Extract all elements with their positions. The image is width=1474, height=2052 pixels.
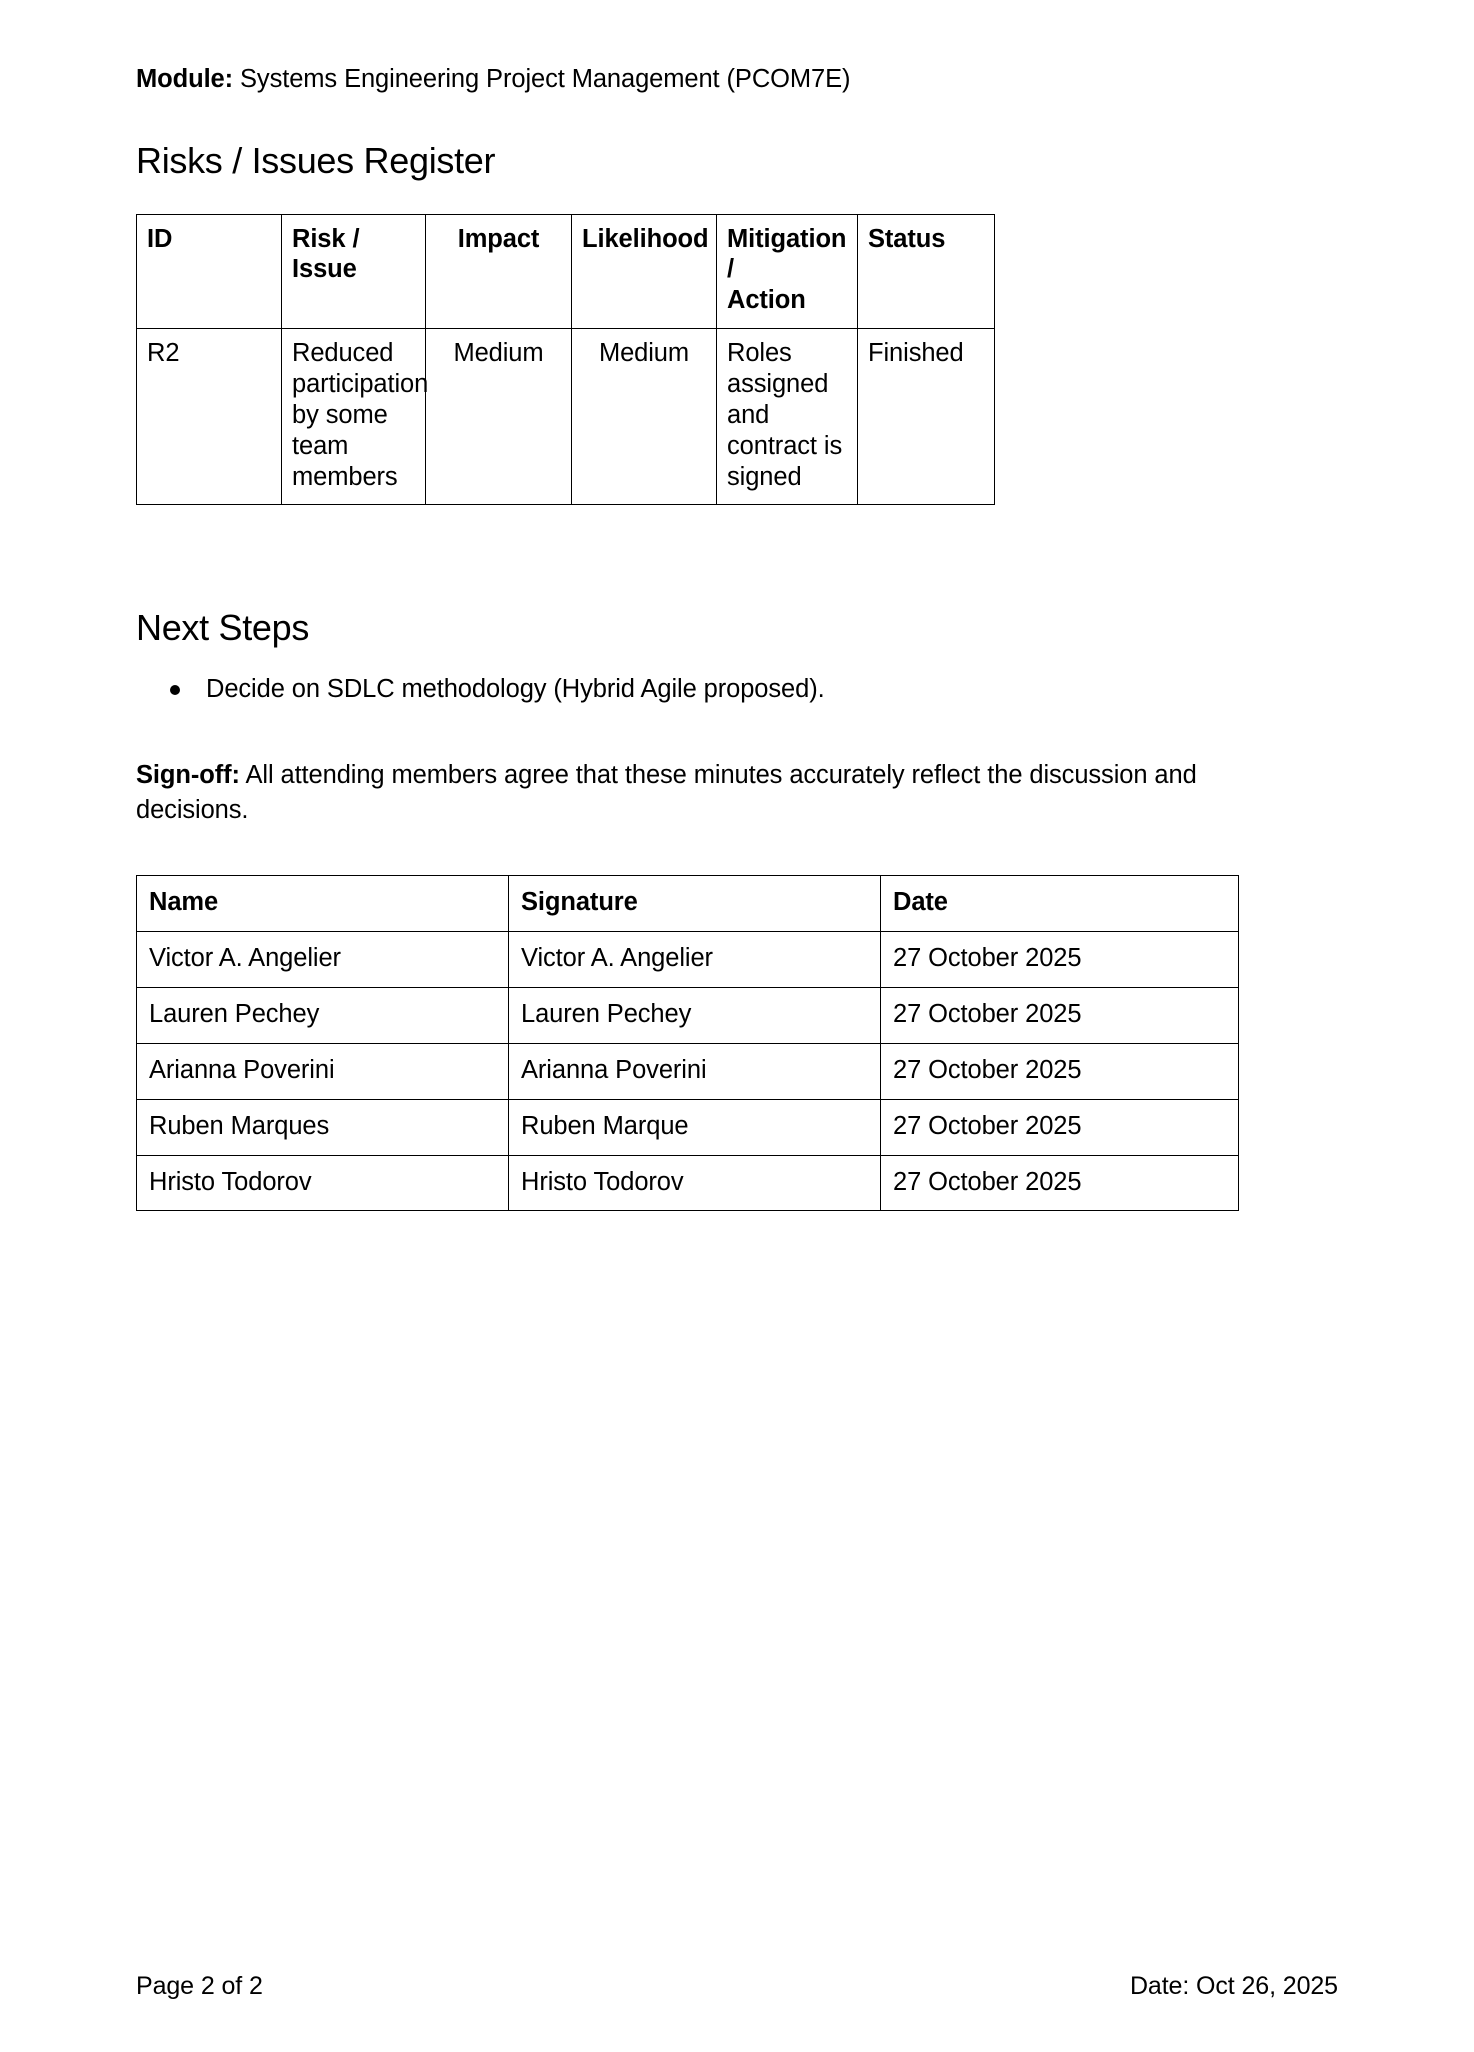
risks-register-table xyxy=(136,214,995,506)
cell-mitigation: Roles assigned and contract is signed xyxy=(717,329,858,505)
col-header-signature: Signature xyxy=(509,876,881,932)
cell-signature: Ruben Marque xyxy=(509,1099,881,1155)
cell-impact: Medium xyxy=(426,329,572,505)
col-header-date: Date xyxy=(881,876,1239,932)
cell-date: 27 October 2025 xyxy=(881,932,1239,988)
table-row xyxy=(137,988,1239,1044)
col-header-name: Name xyxy=(137,876,509,932)
module-value: Systems Engineering Project Management (PCOM7E) xyxy=(233,65,851,93)
next-steps-section xyxy=(136,606,1338,706)
cell-risk: Reduced participation by some team members xyxy=(282,329,426,505)
cell-signature: Hristo Todorov xyxy=(509,1155,881,1211)
table-row xyxy=(137,1099,1239,1155)
cell-date: 27 October 2025 xyxy=(881,1099,1239,1155)
cell-name: Lauren Pechey xyxy=(137,988,509,1044)
cell-signature: Arianna Poverini xyxy=(509,1043,881,1099)
signoff-label: Sign-off: xyxy=(136,760,240,789)
cell-likelihood: Medium xyxy=(572,329,717,505)
table-row xyxy=(137,1043,1239,1099)
col-header-risk-line1: Risk / xyxy=(292,224,360,253)
table-row xyxy=(137,932,1239,988)
cell-name: Ruben Marques xyxy=(137,1099,509,1155)
cell-signature: Victor A. Angelier xyxy=(509,932,881,988)
risks-register-heading: Risks / Issues Register xyxy=(136,140,496,182)
signature-table xyxy=(136,875,1239,1211)
module-line xyxy=(136,62,1338,96)
col-header-impact: Impact xyxy=(426,214,572,329)
col-header-likelihood: Likelihood xyxy=(572,214,717,329)
footer-page-number: Page 2 of 2 xyxy=(136,1972,263,2000)
cell-signature: Lauren Pechey xyxy=(509,988,881,1044)
col-header-id: ID xyxy=(137,214,282,329)
col-header-mitigation-line1: Mitigation / xyxy=(727,224,847,284)
footer-date: Date: Oct 26, 2025 xyxy=(1129,1972,1338,2000)
col-header-risk-issue xyxy=(282,214,426,329)
cell-date: 27 October 2025 xyxy=(881,988,1239,1044)
cell-date: 27 October 2025 xyxy=(881,1155,1239,1211)
table-header-row xyxy=(137,214,995,329)
cell-name: Arianna Poverini xyxy=(137,1043,509,1099)
table-row xyxy=(137,329,995,505)
cell-name: Victor A. Angelier xyxy=(137,932,509,988)
col-header-status: Status xyxy=(858,214,995,329)
next-steps-list xyxy=(136,672,1338,706)
table-row xyxy=(137,1155,1239,1211)
table-header-row xyxy=(137,876,1239,932)
cell-date: 27 October 2025 xyxy=(881,1043,1239,1099)
col-header-mitigation-line2: Action xyxy=(727,286,806,315)
list-item-label: Decide on SDLC methodology (Hybrid Agile proposed). xyxy=(206,674,825,703)
page-footer xyxy=(136,1972,1338,2001)
signoff-paragraph xyxy=(136,758,1216,828)
page-content xyxy=(136,0,1338,1211)
col-header-mitigation-action xyxy=(717,214,858,329)
cell-id: R2 xyxy=(137,329,282,505)
cell-name: Hristo Todorov xyxy=(137,1155,509,1211)
bullet-dot-icon xyxy=(170,685,180,695)
list-item xyxy=(136,672,1338,706)
cell-status: Finished xyxy=(858,329,995,505)
next-steps-heading: Next Steps xyxy=(136,607,310,649)
signoff-text: All attending members agree that these minutes accurately reflect the discussion and decisions. xyxy=(136,760,1197,825)
col-header-risk-line2: Issue xyxy=(292,255,357,284)
module-label: Module: xyxy=(136,65,234,93)
